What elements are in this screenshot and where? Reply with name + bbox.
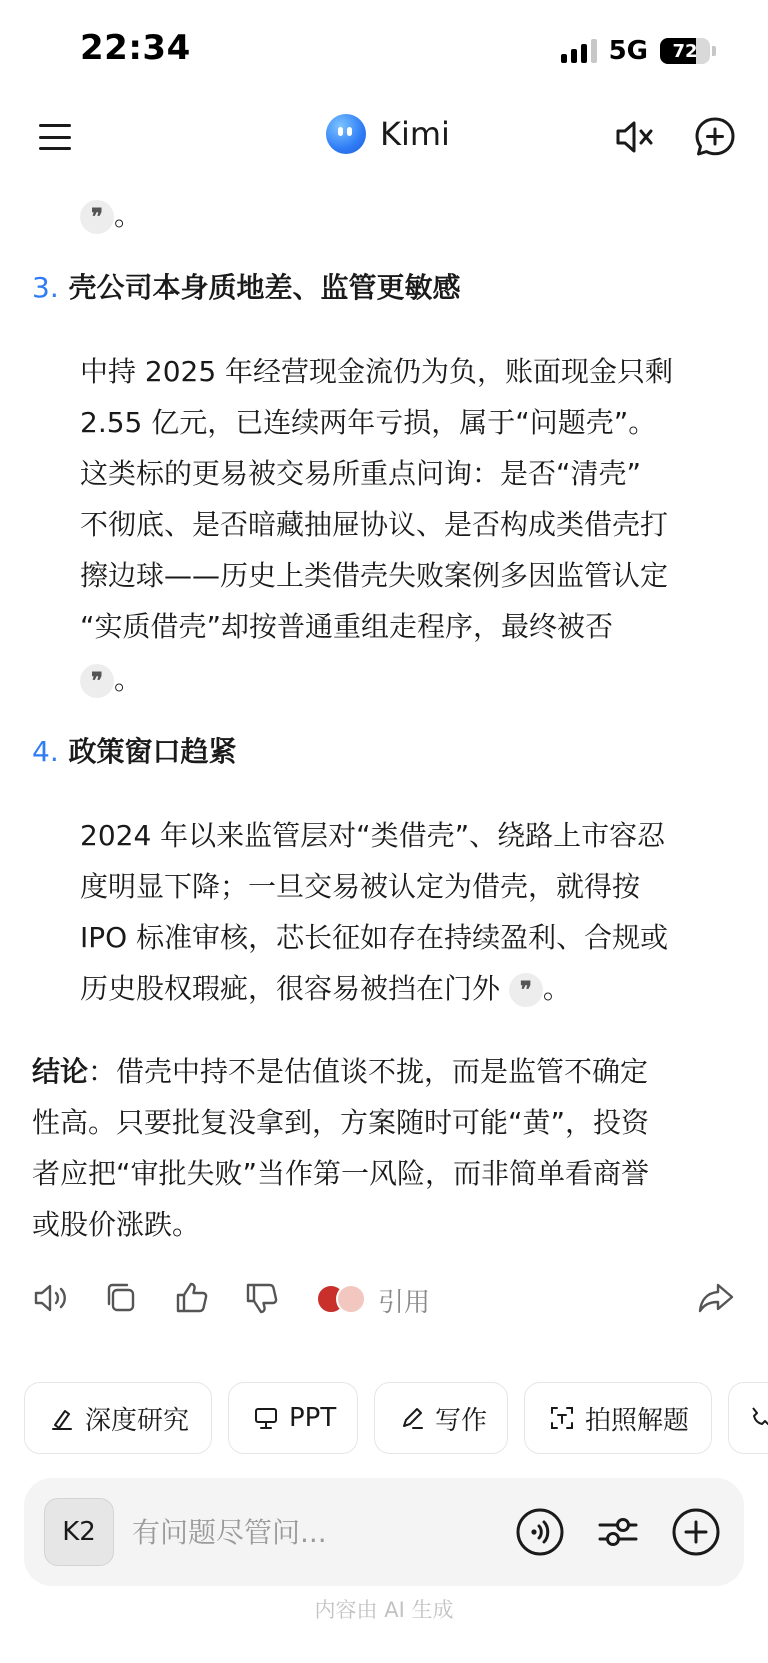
point-heading	[32, 266, 460, 306]
conclusion-line: 者应把“审批失败”当作第一风险，而非简单看商誉	[32, 1157, 650, 1190]
brand	[326, 114, 450, 154]
citation-chip[interactable]: ❞	[80, 664, 114, 698]
body-text: 历史股权瑕疵，很容易被挡在门外	[80, 972, 501, 1005]
settings-sliders-icon[interactable]	[592, 1506, 644, 1558]
add-attachment-icon[interactable]	[670, 1506, 722, 1558]
chip-writing[interactable]	[374, 1382, 508, 1454]
network-type: 5G	[608, 36, 648, 66]
citation-sources[interactable]	[316, 1284, 368, 1314]
conclusion-line: 性高。只要批复没拿到，方案随时可能“黄”，投资	[32, 1106, 650, 1139]
body-line: 2024 年以来监管层对“类借壳”、绕路上市容忍	[80, 819, 666, 852]
point-heading	[32, 730, 236, 770]
conclusion-text: ：借壳中持不是估值谈不拢，而是监管不确定	[88, 1055, 649, 1088]
chip-label: 拍照解题	[585, 1405, 690, 1436]
battery-icon	[660, 38, 710, 64]
quick-actions	[0, 1382, 768, 1454]
new-chat-icon[interactable]	[690, 112, 740, 162]
citation-line	[80, 658, 142, 698]
point-number: 4.	[32, 735, 59, 768]
body-line	[80, 967, 571, 1007]
chip-more[interactable]	[728, 1382, 768, 1454]
point-title: 政策窗口趋紧	[68, 735, 237, 768]
status-bar	[0, 0, 768, 100]
battery-tip	[712, 46, 716, 56]
ppt-icon	[253, 1405, 279, 1431]
phone-icon	[747, 1405, 768, 1431]
point-title: 壳公司本身质地差、监管更敏感	[68, 271, 461, 304]
body-line: 度明显下降；一旦交易被认定为借壳，就得按	[80, 870, 641, 903]
body-line: “实质借壳”却按普通重组走程序，最终被否	[80, 610, 614, 643]
citation-chip[interactable]: ❞	[509, 973, 543, 1007]
ai-disclaimer: 内容由 AI 生成	[314, 1598, 454, 1622]
end-punct: 。	[114, 663, 143, 696]
conclusion-label: 结论	[32, 1055, 89, 1088]
body-line: 不彻底、是否暗藏抽屉协议、是否构成类借壳打	[80, 508, 669, 541]
chip-label: 深度研究	[85, 1405, 190, 1436]
app-title: Kimi	[380, 115, 450, 153]
body-line: 中持 2025 年经营现金流仍为负，账面现金只剩	[80, 355, 674, 388]
chip-deep-research[interactable]	[24, 1382, 212, 1454]
signal-icon	[561, 39, 597, 63]
share-icon[interactable]	[694, 1276, 738, 1320]
citation-chip[interactable]: ❞	[80, 200, 114, 234]
battery-percent: 72	[672, 40, 698, 62]
status-time: 22:34	[80, 28, 191, 68]
conclusion-line: 或股价涨跌。	[32, 1208, 201, 1241]
lead-punct: 。	[114, 199, 143, 232]
source-avatar	[336, 1284, 366, 1314]
chip-label: PPT	[289, 1403, 337, 1433]
menu-icon[interactable]	[36, 118, 74, 156]
chat-input[interactable]	[132, 1508, 492, 1556]
citation-label[interactable]: 引用	[378, 1288, 431, 1318]
chip-photo-solve[interactable]	[524, 1382, 712, 1454]
point-number: 3.	[32, 271, 59, 304]
chip-ppt[interactable]	[228, 1382, 358, 1454]
speaker-mute-icon[interactable]	[610, 112, 660, 162]
voice-call-icon[interactable]	[514, 1506, 566, 1558]
lead-line	[80, 194, 142, 234]
end-punct: 。	[542, 972, 571, 1005]
model-selector[interactable]: K2	[44, 1498, 114, 1566]
conclusion-line	[32, 1050, 648, 1090]
message-actions	[0, 1276, 768, 1326]
kimi-logo-icon	[326, 114, 366, 154]
pen-icon	[399, 1405, 425, 1431]
body-line: 擦边球——历史上类借壳失败案例多因监管认定	[80, 559, 669, 592]
chip-label: 写作	[435, 1405, 488, 1436]
chat-input-bar	[24, 1478, 744, 1586]
thumbs-up-icon[interactable]	[170, 1276, 214, 1320]
copy-icon[interactable]	[100, 1276, 144, 1320]
research-icon	[49, 1405, 75, 1431]
body-line: 这类标的更易被交易所重点问询：是否“清壳”	[80, 457, 642, 490]
body-line: IPO 标准审核，芯长征如存在持续盈利、合规或	[80, 921, 669, 954]
body-line: 2.55 亿元，已连续两年亏损，属于“问题壳”。	[80, 406, 657, 439]
scan-icon	[549, 1405, 575, 1431]
read-aloud-icon[interactable]	[30, 1276, 74, 1320]
thumbs-down-icon[interactable]	[240, 1276, 284, 1320]
status-indicators	[561, 36, 716, 66]
app-header	[0, 100, 768, 174]
